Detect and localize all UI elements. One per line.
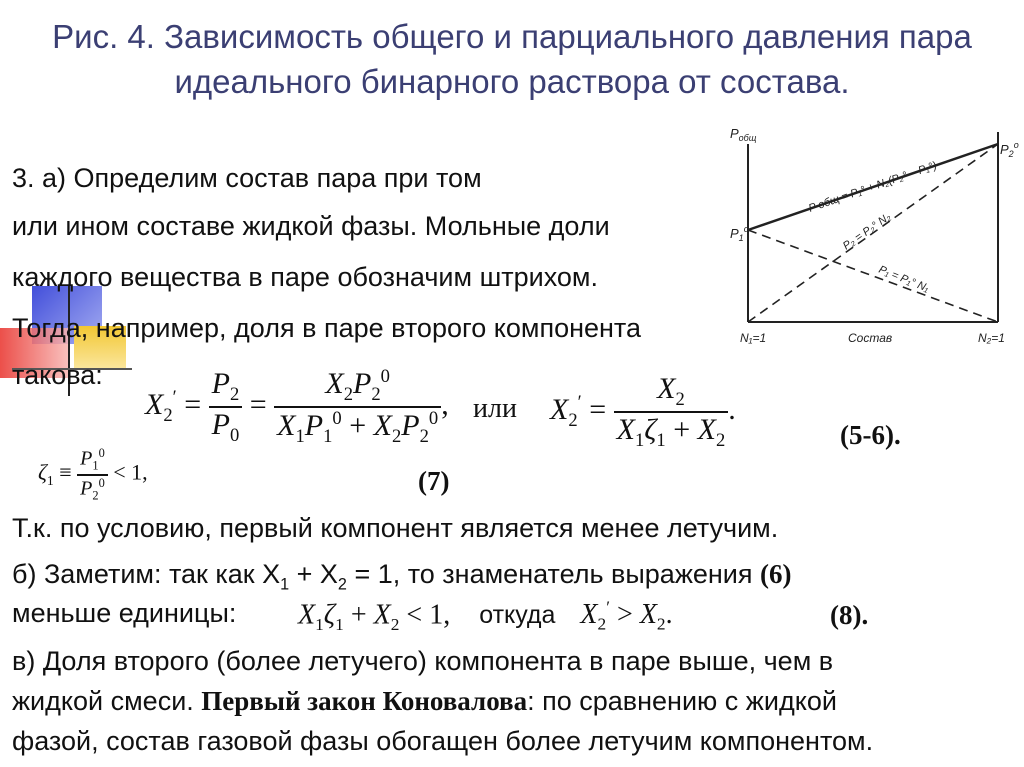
- ref-eq-6: (6): [760, 559, 792, 589]
- zeta-inequality-tail: < 1,: [113, 459, 148, 485]
- or-word: или: [473, 393, 517, 424]
- eq-label-5-6: (5-6).: [840, 420, 901, 450]
- para-c-line-3: фазой, состав газовой фазы обогащен более летучим компонентом.: [12, 726, 874, 756]
- formula-7: $\zeta_1$ ≡ $\frac{P_1^0}{P_2^0}$ < 1,: [38, 446, 148, 503]
- eq-label-8: (8).: [830, 600, 869, 630]
- para-b-line-2: меньше единицы:: [12, 598, 237, 628]
- title-line-1: Рис. 4. Зависимость общего и парциального давления пара: [52, 18, 972, 55]
- axis-label-ptotal: $P_{общ}$: [730, 126, 757, 143]
- x-label-right: N₂=1: [978, 331, 1005, 345]
- x-label-mid: Состав: [848, 331, 893, 345]
- otkuda-word: откуда: [479, 601, 556, 630]
- formula-6: $X_2'$ = $\frac{X_2}{X_1\zeta_1 + X_2}$ .: [550, 372, 736, 451]
- slide-title: [0, 14, 1024, 104]
- para-b-line-1: б) Заметим: так как $X_1 + X_2 = 1$, то знаменатель выражения (6): [12, 559, 792, 594]
- p2-label: $P_2^o$: [1000, 140, 1019, 159]
- formula-8: $X_1\zeta_1 + X_2 < 1$, откуда $X_2' > X_2$.: [298, 598, 673, 634]
- p1-label: $P_1^o$: [730, 224, 749, 243]
- para-a-line-3: каждого вещества в паре обозначим штрихом.: [12, 262, 598, 292]
- para-c-line-1: в) Доля второго (более летучего) компонента в паре выше, чем в: [12, 646, 834, 676]
- p1-line-label: P₁ = P₁° N₁: [876, 263, 931, 295]
- para-a-line-4: Тогда, например, доля в паре второго компонента: [12, 313, 642, 343]
- para-a-line-1: 3. а) Определим состав пара при том: [12, 163, 482, 193]
- para-a-line-5: такова:: [12, 360, 103, 390]
- konovalov-law-name: Первый закон Коновалова: [201, 686, 528, 716]
- condition-sentence: Т.к. по условию, первый компонент является менее летучим.: [12, 513, 779, 543]
- eq-label-7: (7): [418, 466, 450, 496]
- formula-5: $X_2'$ = $\frac{P_2}{P_0}$ = $\frac{X_2P_2^0}{X_1P_1^0 + X_2P_2^0}$ ,: [145, 366, 449, 447]
- para-a-line-2: или ином составе жидкой фазы. Мольные доли: [12, 211, 610, 241]
- para-c-line-2: жидкой смеси. Первый закон Коновалова: по сравнению с жидкой: [12, 686, 837, 716]
- x-label-left: N₁=1: [740, 331, 767, 345]
- total-line-label: P общ = P₁° + N₂(P₂° – P₁°): [807, 159, 939, 215]
- pressure-composition-diagram: [728, 122, 1024, 352]
- title-line-2: идеального бинарного раствора от состава.: [174, 63, 850, 100]
- p1-partial-line: [748, 230, 998, 322]
- p2-line-label: P₂ = P₂° N₂: [840, 210, 893, 253]
